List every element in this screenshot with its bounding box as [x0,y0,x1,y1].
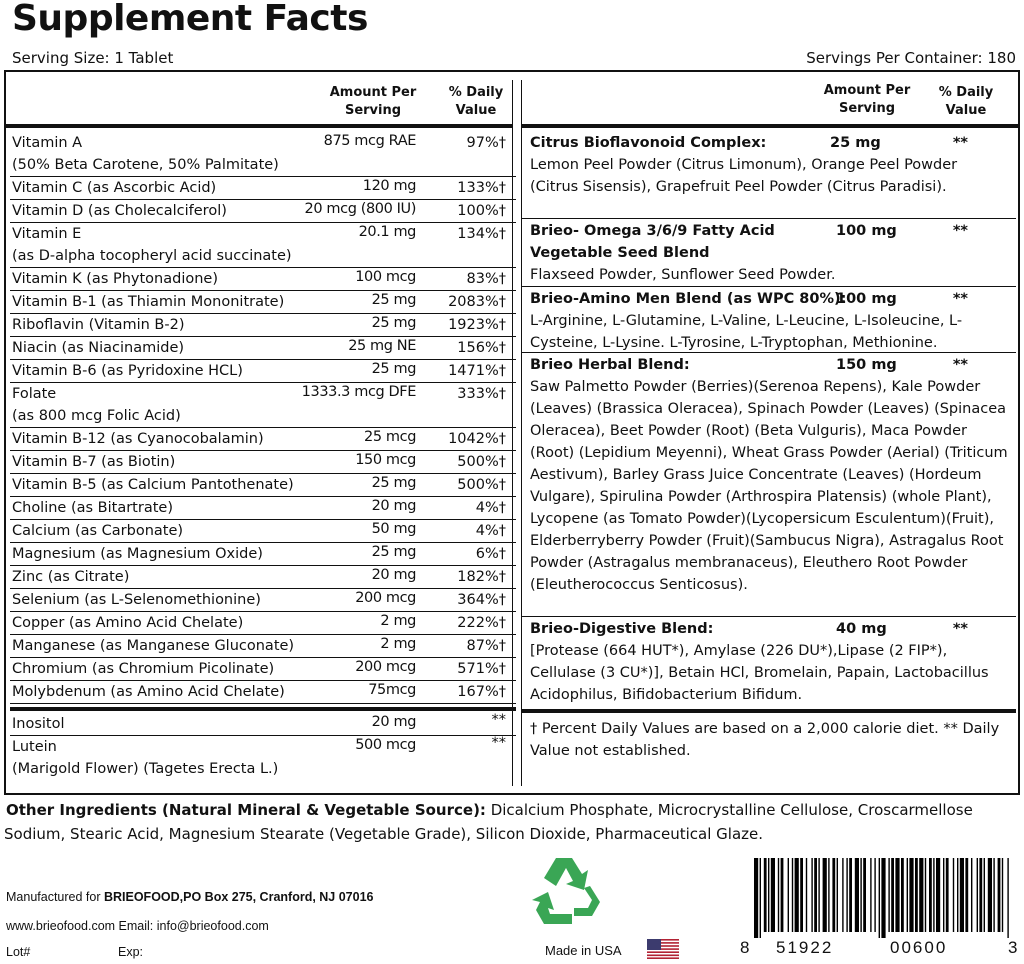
barcode-bar [879,858,880,938]
row-rule [10,703,516,704]
barcode-bar [984,858,985,932]
barcode-bar [901,858,904,932]
exp-label: Exp: [118,945,144,959]
blend-block [530,132,1008,198]
barcode-digit-3: 00600 [890,938,948,957]
nutrient-subtext: (50% Beta Carotene, 50% Palmitate) [12,157,279,173]
blend-dv: ** [952,135,968,151]
nutrient-amount: 25 mcg [364,429,416,445]
nutrient-name: Vitamin B-7 (as Biotin) [12,454,176,470]
blend-name: Brieo- Omega 3/6/9 Fatty Acid Vegetable Seed Blend [530,223,775,261]
dv-header-r2: Value [945,103,987,118]
barcode-bar [933,858,934,932]
nutrient-name: Lutein [12,739,57,755]
other-ingredients [4,798,1014,846]
barcode-bar [915,858,918,932]
nutrient-name: Calcium (as Carbonate) [12,523,184,539]
barcode-bar [1002,858,1003,932]
barcode-bar [814,858,817,932]
nutrient-amount: 75mcg [368,682,416,698]
blend-amount: 25 mg [830,135,881,151]
nutrient-dv: 500%† [457,454,506,470]
manufacturer-prefix: Manufactured for [6,890,104,904]
nutrient-amount: 25 mg [371,315,416,331]
barcode-bar [946,858,949,932]
nutrient-dv: 1471%† [448,363,506,379]
nutrient-amount: 500 mcg [355,737,416,753]
panel-title: Supplement Facts [12,0,368,39]
other-ingredients-label: Other Ingredients (Natural Mineral & Vegetable Source): [6,801,486,819]
barcode-bar [971,858,972,932]
barcode-bars [740,858,1020,938]
nutrient-amount: 875 mcg RAE [323,133,416,149]
barcode-digit-2: 51922 [776,938,834,957]
barcode-bar [771,858,775,932]
blend-dv: ** [952,223,968,239]
row-rule [10,382,516,383]
barcode-bar [1007,858,1008,938]
barcode-digit-4: 3 [1008,938,1018,957]
nutrient-amount: 20.1 mg [358,224,416,240]
blend-name: Brieo Herbal Blend: [530,357,690,373]
blend-block [530,288,1008,354]
nutrient-dv: 156%† [457,340,506,356]
dv-header-l2: Value [455,103,497,118]
barcode-bar [936,858,940,932]
nutrient-dv: ** [491,735,506,751]
nutrient-amount: 120 mg [362,178,416,194]
barcode-bar [881,858,885,938]
nutrient-amount: 2 mg [380,636,416,652]
barcode-bar [929,858,932,932]
dv-header-r1: % Daily [938,85,994,100]
barcode-bar [895,858,899,932]
amount-header-right [812,82,922,118]
barcode-bar [988,858,992,932]
barcode-bar [965,858,968,932]
nutrient-amount: 20 mg [371,567,416,583]
nutrient-dv: 6%† [475,546,506,562]
barcode-bar [943,858,944,932]
nutrient-name: Vitamin B-1 (as Thiamin Mononitrate) [12,294,285,310]
blend-amount: 100 mg [836,291,897,307]
barcode-bar [870,858,871,932]
blend-dv: ** [952,621,968,637]
barcode-bar [874,858,875,932]
row-rule [10,735,516,736]
nutrient-amount: 200 mcg [355,659,416,675]
nutrient-dv: 571%† [457,661,506,677]
nutrient-name: Folate [12,386,57,402]
barcode-bar [953,858,954,932]
made-in-label: Made in USA [545,943,622,958]
blend-name: Citrus Bioflavonoid Complex: [530,135,767,151]
barcode-bar [800,858,803,932]
amount-header-l2: Serving [344,103,402,118]
barcode-bar [842,858,843,932]
nutrient-dv: 2083%† [448,294,506,310]
footnote-rule [522,709,1016,713]
barcode-bar [907,858,908,932]
barcode-bar [849,858,852,932]
recycle-icon [526,850,610,930]
manufacturer-address: BRIEOFOOD,PO Box 275, Cranford, NJ 07016 [103,890,374,904]
barcode-bar [925,858,926,932]
nutrient-dv: 134%† [457,226,506,242]
nutrient-dv: 182%† [457,569,506,585]
barcode-bar [960,858,964,932]
nutrient-name: Vitamin B-12 (as Cyanocobalamin) [12,431,264,447]
nutrient-dv: 500%† [457,477,506,493]
nutrient-dv: 133%† [457,180,506,196]
blend-rule [522,352,1016,353]
dv-header-left [438,84,514,120]
barcode-bar [806,858,807,932]
barcode-bar [993,858,994,932]
blend-ingredients: Flaxseed Powder, Sunflower Seed Powder. [530,267,836,283]
barcode-bar [979,858,982,932]
blend-ingredients: [Protease (664 HUT*), Amylase (226 DU*),Lipase (2 FIP*), Cellulase (3 CU*)], Betain HCl, Bromelain, Papain, Lactobacillus Acidophilus, Bifidobacterium Bifidum. [530,643,989,703]
blend-name: Brieo-Amino Men Blend (as WPC 80%): [530,291,847,307]
nutrient-name: Vitamin E [12,226,82,242]
blend-amount: 150 mg [836,357,897,373]
nutrient-dv: 100%† [457,203,506,219]
nutrient-amount: 1333.3 mcg DFE [301,384,416,400]
nutrient-name: Vitamin B-6 (as Pyridoxine HCL) [12,363,243,379]
manufacturer-line [6,890,374,904]
nutrient-name: Inositol [12,716,65,732]
blend-rule [522,218,1016,219]
nutrient-dv: 97%† [466,135,506,151]
nutrient-amount: 25 mg [371,544,416,560]
nutrient-amount: 25 mg [371,292,416,308]
nutrient-dv: 87%† [466,638,506,654]
blend-block [530,618,1008,706]
barcode-bar [768,858,769,932]
barcode-bar [823,858,827,932]
barcode-bar [818,858,819,932]
footnote: † Percent Daily Values are based on a 2,000 calorie diet. ** Daily Value not established. [530,721,1000,759]
nutrient-name: Choline (as Bitartrate) [12,500,173,516]
nutrient-dv: ** [491,712,506,728]
dv-header-right [928,84,1004,120]
nutrient-amount: 20 mg [371,498,416,514]
nutrient-name: Vitamin K (as Phytonadione) [12,271,218,287]
barcode-bar [788,858,789,932]
barcode-bar [778,858,779,932]
barcode-bar [977,858,978,932]
nutrient-dv: 1042%† [448,431,506,447]
barcode-bar [860,858,861,932]
header-rule-left [6,124,512,128]
amount-header-l1: Amount Per [329,85,417,100]
nutrient-amount: 20 mcg (800 IU) [304,201,416,217]
nutrient-amount: 50 mg [371,521,416,537]
nutrient-name: Vitamin B-5 (as Calcium Pantothenate) [12,477,294,493]
row-rule [10,222,516,223]
barcode-bar [957,858,958,932]
barcode-bar [811,858,812,932]
nutrient-name: Vitamin C (as Ascorbic Acid) [12,180,217,196]
nutrient-amount: 100 mcg [355,269,416,285]
nutrient-dv: 4%† [475,500,506,516]
barcode-bar [837,858,838,932]
barcode-bar [998,858,1001,932]
amount-header-r2: Serving [838,101,896,116]
barcode-bar [795,858,799,932]
nutrient-name: Niacin (as Niacinamide) [12,340,185,356]
serving-size: Serving Size: 1 Tablet [12,49,174,67]
nutrient-name: Manganese (as Manganese Gluconate) [12,638,295,654]
nutrient-dv: 83%† [466,271,506,287]
lot-label: Lot# [6,945,31,959]
other-ingredients-text: Dicalcium Phosphate, Microcrystalline Cellulose, Croscarmellose Sodium, Stearic Acid, Magnesium Stearate (Vegetable Grade), Silicon Dioxide, Pharmaceutical Glaze. [4,801,973,843]
blend-dv: ** [952,291,968,307]
barcode-bar [846,858,847,932]
nutrient-name: Molybdenum (as Amino Acid Chelate) [12,684,285,700]
barcode-bar [781,858,784,932]
blend-ingredients: Saw Palmetto Powder (Berries)(Serenoa Repens), Kale Powder (Leaves) (Brassica Oleracea), Spinach Powder (Leaves) (Spinacea Oleracea), Beet Powder (Root) (Beta Vulguris), Maca Powder (Root) (Lepidium Meyenni), Wheat Grass Powder (Aerial) (Triticum Aestivum), Barley Grass Juice Concentrate (Leaves) (Hordeum Vulgare), Spirulina Powder (Arthrospira Platensis) (whole Plant), Lycopene (as Tomato Powder)(Lycopersicum Esculentum)(Fruit), Elderberryberry Powder (Fruit)(Sambucus Nigra), Astragalus Root Powder (Astragalus membranaceus), Eleuthero Root Powder (Eleutherococcus Senticosus). [530,379,1008,593]
blend-block [530,220,1008,286]
nutrient-subtext: (as 800 mcg Folic Acid) [12,408,181,424]
barcode-bar [754,858,758,938]
nutrient-name: Riboflavin (Vitamin B-2) [12,317,185,333]
nutrient-dv: 4%† [475,523,506,539]
barcode-bar [792,858,793,932]
nutrient-amount: 2 mg [380,613,416,629]
nutrient-amount: 25 mg [371,475,416,491]
amount-header-left [318,84,428,120]
nutrient-dv: 167%† [457,684,506,700]
nutrient-name: Magnesium (as Magnesium Oxide) [12,546,263,562]
barcode-bar [863,858,866,932]
section-rule [10,707,516,711]
blend-rule [522,616,1016,617]
barcode-digit-1: 8 [740,938,750,957]
amount-header-r1: Amount Per [823,83,911,98]
nutrient-amount: 25 mg NE [348,338,416,354]
barcode [740,858,1020,964]
nutrient-name: Selenium (as L-Selenomethionine) [12,592,261,608]
nutrient-dv: 333%† [457,386,506,402]
barcode-bar [764,858,767,932]
blend-amount: 100 mg [836,223,897,239]
nutrient-amount: 20 mg [371,714,416,730]
nutrient-dv: 364%† [457,592,506,608]
nutrient-amount: 150 mcg [355,452,416,468]
nutrient-name: Vitamin D (as Cholecalciferol) [12,203,227,219]
nutrient-name: Copper (as Amino Acid Chelate) [12,615,244,631]
us-flag-icon [647,939,679,959]
web-contact: www.brieofood.com Email: info@brieofood.com [6,919,269,933]
barcode-bar [832,858,835,932]
servings-per-container: Servings Per Container: 180 [806,49,1016,67]
barcode-bar [891,858,894,932]
nutrient-amount: 25 mg [371,361,416,377]
blend-dv: ** [952,357,968,373]
blend-name: Brieo-Digestive Blend: [530,621,714,637]
blend-ingredients: Lemon Peel Powder (Citrus Limonum), Orange Peel Powder (Citrus Sisensis), Grapefruit Peel Powder (Citrus Paradisi). [530,157,958,195]
nutrient-subtext: (Marigold Flower) (Tagetes Erecta L.) [12,761,279,777]
blend-block [530,354,1008,596]
barcode-bar [909,858,913,932]
nutrient-name: Vitamin A [12,135,83,151]
nutrient-dv: 222%† [457,615,506,631]
barcode-bar [828,858,829,932]
nutrient-name: Zinc (as Citrate) [12,569,130,585]
blend-rule [522,286,1016,287]
dv-header-l1: % Daily [448,85,504,100]
barcode-bar [760,858,761,938]
barcode-bar [888,858,889,932]
nutrient-dv: 1923%† [448,317,506,333]
barcode-bar [855,858,859,932]
nutrient-name: Chromium (as Chromium Picolinate) [12,661,275,677]
blend-amount: 40 mg [836,621,887,637]
nutrient-amount: 200 mcg [355,590,416,606]
blend-ingredients: L-Arginine, L-Glutamine, L-Valine, L-Leucine, L-Isoleucine, L-Cysteine, L-Lysine. L-Tyrosine, L-Tryptophan, Methionine. [530,313,963,351]
nutrient-subtext: (as D-alpha tocopheryl acid succinate) [12,248,292,264]
header-rule-right [522,124,1018,128]
barcode-bar [919,858,923,932]
